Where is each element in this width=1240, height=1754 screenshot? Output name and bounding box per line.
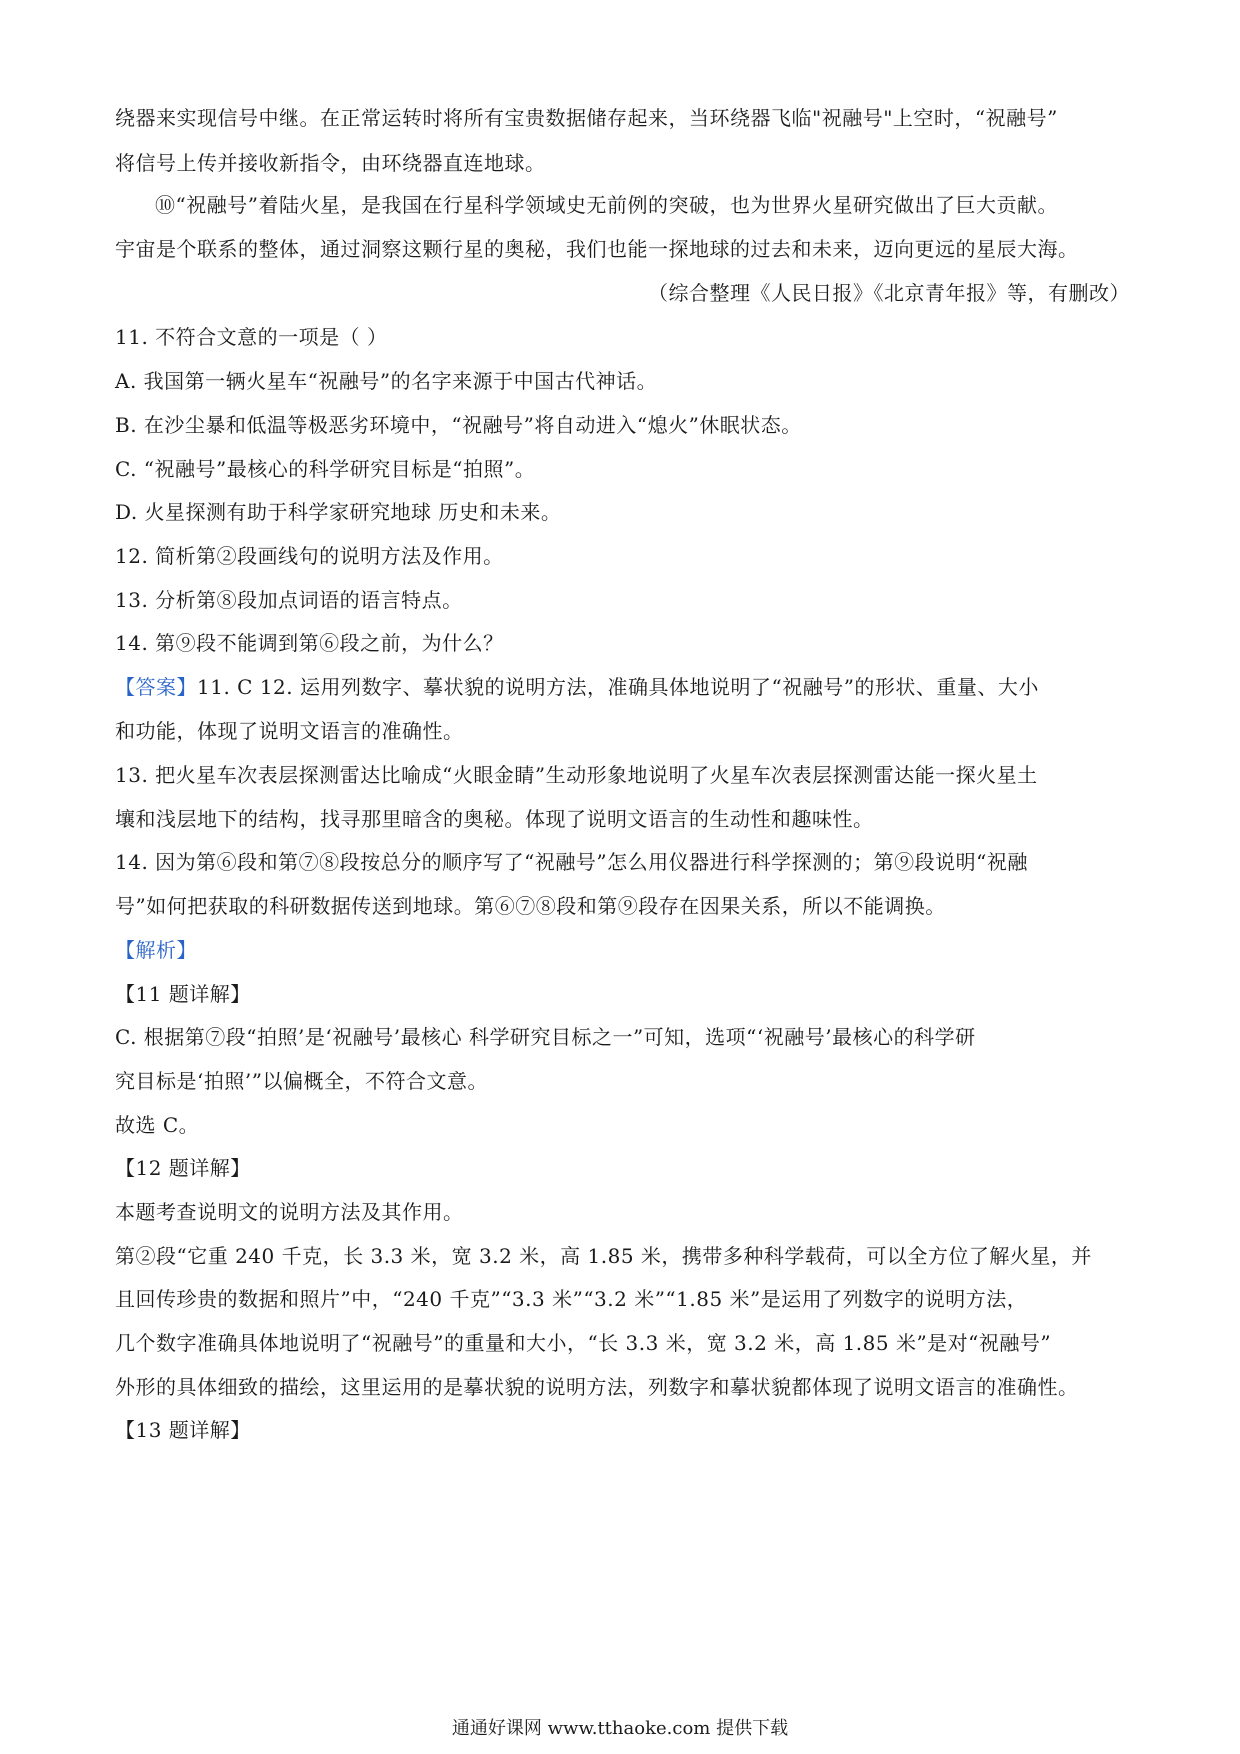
detail-11-text: 究目标是‘拍照’”以偏概全，不符合文意。	[115, 1069, 488, 1093]
passage-paragraph-10: ⑩“祝融号”着陆火星，是我国在行星科学领域史无前例的突破，也为世界火星研究做出了巨大贡献。	[155, 193, 1058, 217]
detail-11-heading: 【11 题详解】	[115, 982, 251, 1006]
question-11-option-c: C. “祝融号”最核心的科学研究目标是“拍照”。	[115, 457, 536, 481]
question-13: 13. 分析第⑧段加点词语的语言特点。	[115, 588, 463, 612]
answer-11-12: 11. C 12. 运用列数字、摹状貌的说明方法，准确具体地说明了“祝融号”的形状、重量、大小	[197, 675, 1039, 699]
detail-12-text: 外形的具体细致的描绘，这里运用的是摹状貌的说明方法，列数字和摹状貌都体现了说明文语言的准确性。	[115, 1375, 1079, 1399]
detail-12-text: 本题考查说明文的说明方法及其作用。	[115, 1200, 464, 1224]
answer-13: 13. 把火星车次表层探测雷达比喻成“火眼金睛”生动形象地说明了火星车次表层探测雷达能一探火星土	[115, 763, 1038, 787]
answer-14: 14. 因为第⑥段和第⑦⑧段按总分的顺序写了“祝融号”怎么用仪器进行科学探测的；第⑨段说明“祝融	[115, 850, 1028, 874]
answer-line: 壤和浅层地下的结构，找寻那里暗含的奥秘。体现了说明文语言的生动性和趣味性。	[115, 807, 874, 831]
passage-source: （综合整理《人民日报》《北京青年报》等，有删改）	[648, 281, 1130, 305]
question-11-option-a: A. 我国第一辆火星车“祝融号”的名字来源于中国古代神话。	[115, 369, 658, 393]
answer-line: 和功能，体现了说明文语言的准确性。	[115, 719, 464, 743]
answer-line	[115, 672, 1135, 702]
detail-12-text: 几个数字准确具体地说明了“祝融号”的重量和大小，“长 3.3 米，宽 3.2 米，高 1.85 米”是对“祝融号”	[115, 1331, 1052, 1355]
detail-12-text: 第②段“它重 240 千克，长 3.3 米，宽 3.2 米，高 1.85 米，携带多种科学载荷，可以全方位了解火星，并	[115, 1244, 1092, 1268]
answer-tag: 【答案】	[115, 675, 197, 699]
passage-line: 将信号上传并接收新指令，由环绕器直连地球。	[115, 151, 546, 175]
question-11-option-b: B. 在沙尘暴和低温等极恶劣环境中，“祝融号”将自动进入“熄火”休眠状态。	[115, 413, 802, 437]
analysis-tag: 【解析】	[115, 938, 197, 962]
detail-11-conclusion: 故选 C。	[115, 1113, 200, 1137]
detail-13-heading: 【13 题详解】	[115, 1418, 251, 1442]
passage-line: 宇宙是个联系的整体，通过洞察这颗行星的奥秘，我们也能一探地球的过去和未来，迈向更远的星辰大海。	[115, 237, 1079, 261]
detail-11-text: C. 根据第⑦段“拍照’是‘祝融号’最核心 科学研究目标之一”可知，选项“‘祝融号’最核心的科学研	[115, 1025, 976, 1049]
question-14: 14. 第⑨段不能调到第⑥段之前，为什么？	[115, 631, 504, 655]
passage-line: 绕器来实现信号中继。在正常运转时将所有宝贵数据储存起来，当环绕器飞临"祝融号"上空时，“祝融号”	[115, 106, 1058, 130]
question-11: 11. 不符合文意的一项是（ ）	[115, 325, 388, 349]
answer-line: 号”如何把获取的科研数据传送到地球。第⑥⑦⑧段和第⑨段存在因果关系，所以不能调换。	[115, 894, 946, 918]
detail-12-heading: 【12 题详解】	[115, 1156, 251, 1180]
footer-watermark: 通通好课网 www.tthaoke.com 提供下载	[451, 1718, 789, 1739]
question-12: 12. 简析第②段画线句的说明方法及作用。	[115, 544, 504, 568]
question-11-option-d: D. 火星探测有助于科学家研究地球 历史和未来。	[115, 500, 562, 524]
detail-12-text: 且回传珍贵的数据和照片”中，“240 千克”“3.3 米”“3.2 米”“1.85 米”是运用了列数字的说明方法，	[115, 1287, 1028, 1311]
